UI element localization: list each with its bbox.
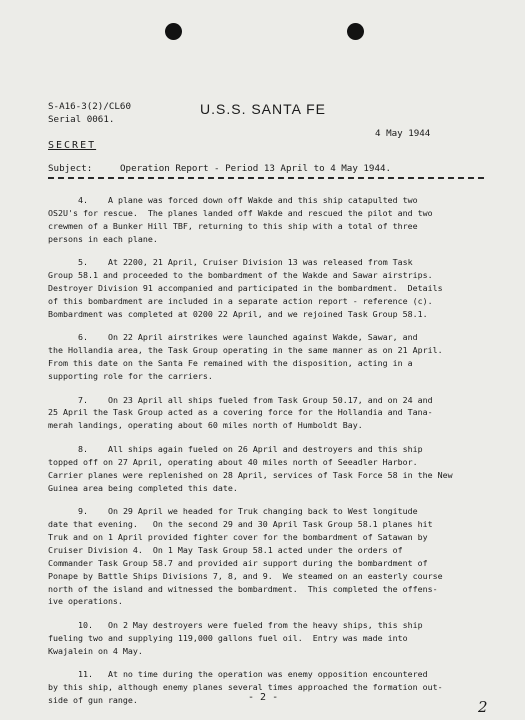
paragraph-8: 8. All ships again fueled on 26 April and destroyers and this ship topped off on 27 April, operating about 40 miles north of Seeadler Harbor. Carrier planes were replenished on 28 April, services of Task Force 58 in the New Guinea area being completed this date. — [48, 443, 453, 493]
paragraph-11: 11. At no time during the operation was enemy opposition encountered by this ship, although enemy planes several times approached the formation out- side of gun range. — [48, 669, 443, 706]
paragraph-6: 6. On 22 April airstrikes were launched against Wakde, Sawar, and the Hollandia area, the Task Group operating in the same manner as on 21 April. From this date on the Santa Fe remained with the disposition, acting in a supporting role for the carriers. — [48, 332, 443, 382]
punch-hole-left — [165, 23, 182, 40]
file-code: S-A16-3(2)/CL60 — [48, 101, 131, 112]
paragraph-9: 9. On 29 April we headed for Truk changing back to West longitude date that evening. On the second 29 and 30 April Task Group 58.1 planes hit Truk and on 1 April provided fighter cover for the bombardment of Satawan by Cruiser Division 4. On 1 May Task Group 58.1 acted under the orders of Commander Task Group 58.7 and provided air support during the bombardment of Ponape by Battle Ships Divisions 7, 8, and 9. We steamed on an easterly course north of the island and witnessed the bombardment. This completed the offens- ive operations. — [48, 506, 443, 607]
paragraph-7: 7. On 23 April all ships fueled from Task Group 50.17, and on 24 and 25 April the Task Group acted as a covering force for the Hollandia and Tana- merah landings, operating about 60 miles north of Humboldt Bay. — [48, 394, 433, 431]
serial-number: Serial 0061. — [48, 114, 115, 125]
classification-label: SECRET — [48, 140, 97, 151]
document-date: 4 May 1944 — [375, 128, 431, 139]
handwritten-page-mark: 2 — [478, 698, 488, 716]
subject-text: Operation Report - Period 13 April to 4 May 1944. — [120, 163, 392, 174]
page-number: - 2 - — [248, 692, 279, 703]
paragraph-10: 10. On 2 May destroyers were fueled from the heavy ships, this ship fueling two and supplying 119,000 gallons fuel oil. Entry was made into Kwajalein on 4 May. — [48, 619, 423, 656]
ship-name: U.S.S. SANTA FE — [200, 101, 326, 117]
paragraph-5: 5. At 2200, 21 April, Cruiser Division 13 was released from Task Group 58.1 and proceeded to the bombardment of the Wakde and Sawar airstrips. Destroyer Division 91 accompanied and participated in the bombardment. Details of this bombardment are included in a separate action report - reference (c). Bombardment was completed at 0200 22 April, and we rejoined Task Group 58.1. — [48, 257, 443, 319]
dashed-separator — [48, 177, 484, 179]
report-body — [48, 194, 484, 718]
subject-label: Subject: — [48, 163, 93, 174]
paragraph-4: 4. A plane was forced down off Wakde and this ship catapulted two OS2U's for rescue. The planes landed off Wakde and rescued the pilot and two crewmen of a Bunker Hill TBF, returning to this ship with a total of three persons in each plane. — [48, 195, 433, 244]
punch-hole-right — [347, 23, 364, 40]
